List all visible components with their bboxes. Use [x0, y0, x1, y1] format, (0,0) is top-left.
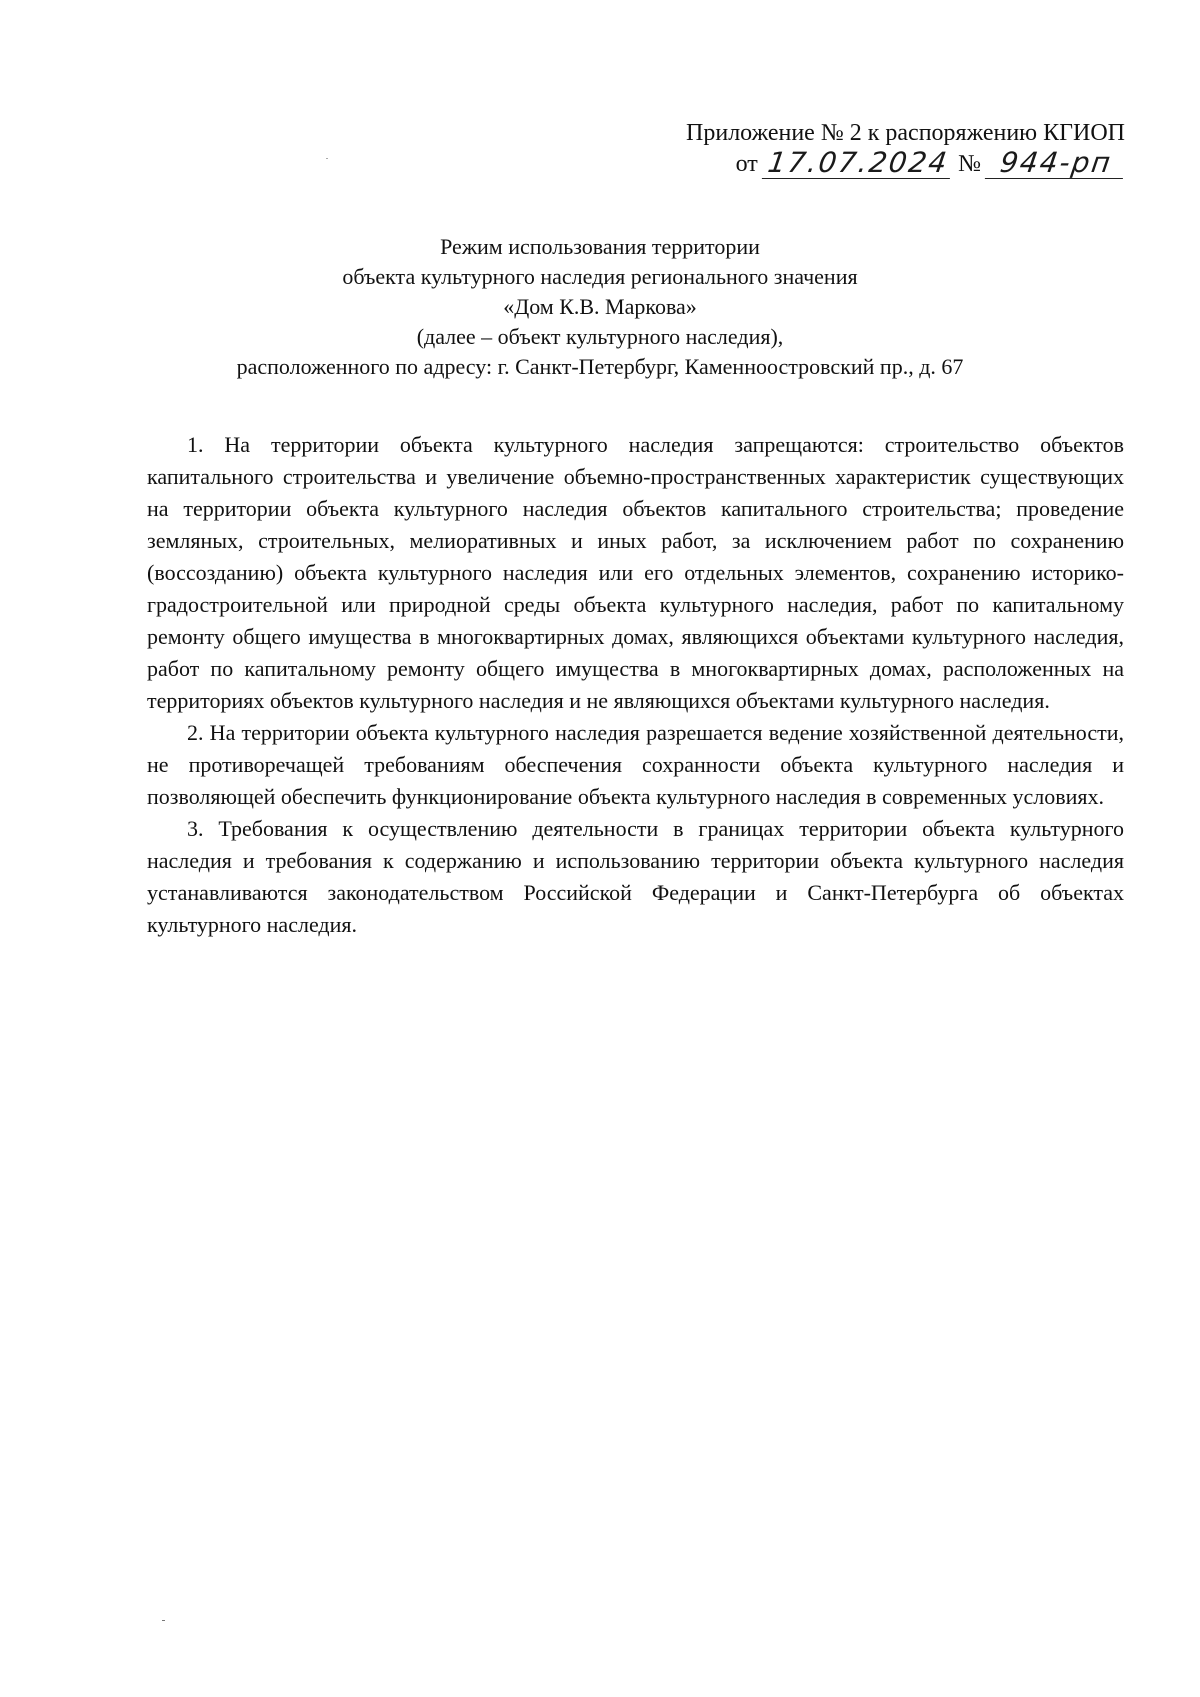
document-title: [0, 232, 1200, 382]
title-line-5: расположенного по адресу: г. Санкт-Петербург, Каменноостровский пр., д. 67: [236, 354, 964, 379]
from-label: от: [735, 151, 758, 177]
handwritten-date: 17.07.2024: [762, 148, 955, 179]
paragraph-1: 1. На территории объекта культурного наследия запрещаются: строительство объектов капитального строительства и увеличение объемно-пространственных характеристик существующих на территории объекта культурного наследия объектов капитального строительства; проведение земляных, строительных, мелиоративных и иных работ, за исключением работ по сохранению (воссозданию) объекта культурного наследия или его отдельных элементов, сохранению историко-градостроительной или природной среды объекта культурного наследия, работ по капитальному ремонту общего имущества в многоквартирных домах, являющихся объектами культурного наследия, работ по капитальному ремонту общего имущества в многоквартирных домах, расположенных на территориях объектов культурного наследия и не являющихся объектами культурного наследия.: [147, 432, 1124, 713]
handwritten-order-number: 944-рп: [985, 148, 1127, 179]
scan-speck-top: [326, 158, 328, 159]
appendix-title: Приложение № 2 к распоряжению КГИОП: [686, 120, 1125, 146]
title-line-2: объекта культурного наследия регионального значения: [342, 264, 858, 289]
document-body: [147, 429, 1124, 941]
scan-speck: [162, 1620, 165, 1621]
title-line-4: (далее – объект культурного наследия),: [416, 324, 784, 349]
title-line-1: Режим использования территории: [440, 234, 760, 259]
title-line-3: «Дом К.В. Маркова»: [503, 294, 697, 319]
number-label: №: [958, 151, 981, 177]
paragraph-2: 2. На территории объекта культурного наследия разрешается ведение хозяйственной деятельности, не противоречащей требованиям обеспечения сохранности объекта культурного наследия и позволяющей обеспечить функционирование объекта культурного наследия в современных условиях.: [147, 720, 1124, 809]
paragraph-3: 3. Требования к осуществлению деятельности в границах территории объекта культурного наследия и требования к содержанию и использованию территории объекта культурного наследия устанавливаются законодательством Российской Федерации и Санкт-Петербурга об объектах культурного наследия.: [147, 816, 1124, 937]
order-reference: [686, 148, 1125, 179]
appendix-header: [686, 118, 1125, 179]
